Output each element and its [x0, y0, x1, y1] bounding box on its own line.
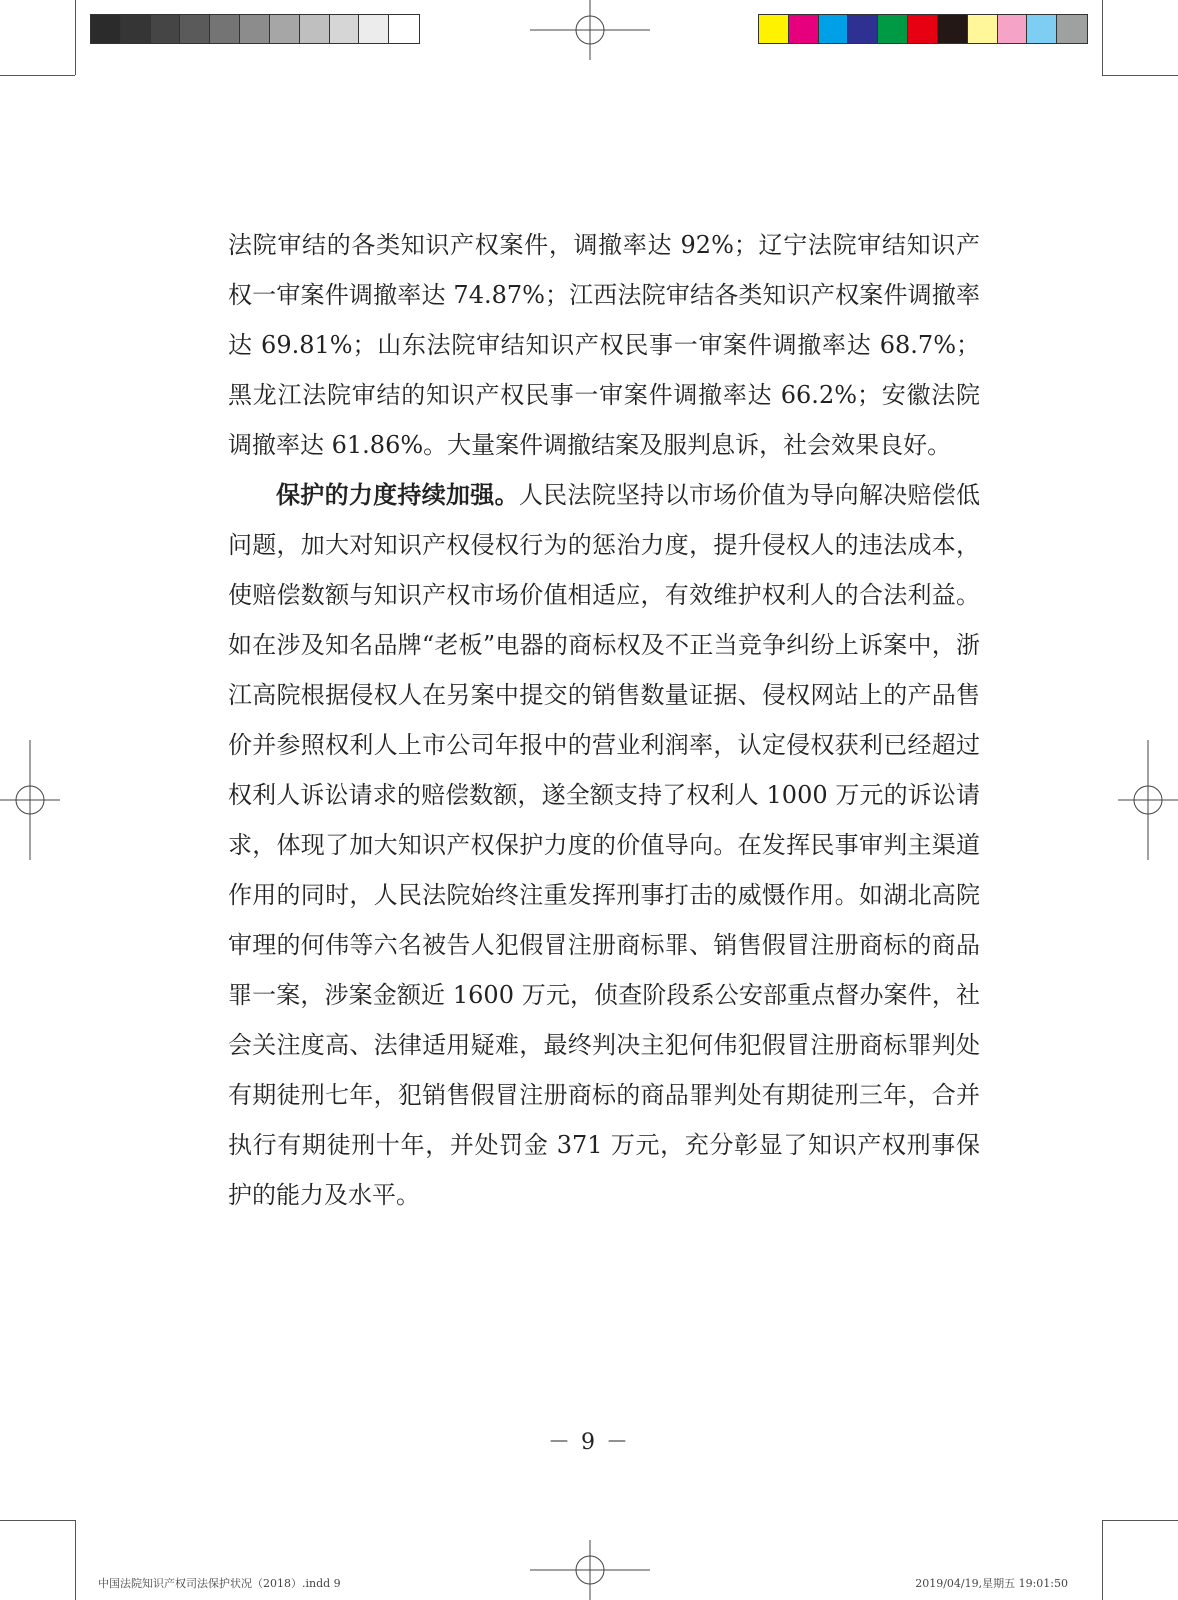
registration-mark-top: [530, 0, 650, 60]
color-swatch: [1027, 15, 1057, 43]
color-swatch: [121, 15, 151, 43]
paragraph-text: 人民法院坚持以市场价值为导向解决赔偿低问题，加大对知识产权侵权行为的惩治力度，提升侵权人的违法成本，使赔偿数额与知识产权市场价值相适应，有效维护权利人的合法利益。如在涉及知名品牌“老板”电器的商标权及不正当竞争纠纷上诉案中，浙江高院根据侵权人在另案中提交的销售数量证据、侵权网站上的产品售价并参照权利人上市公司年报中的营业利润率，认定侵权获利已经超过权利人诉讼请求的赔偿数额，遂全额支持了权利人 1000 万元的诉讼请求，体现了加大知识产权保护力度的价值导向。在发挥民事审判主渠道作用的同时，人民法院始终注重发挥刑事打击的威慑作用。如湖北高院审理的何伟等六名被告人犯假冒注册商标罪、销售假冒注册商标的商品罪一案，涉案金额近 1600 万元，侦查阶段系公安部重点督办案件，社会关注度高、法律适用疑难，最终判决主犯何伟犯假冒注册商标罪判处有期徒刑七年，犯销售假冒注册商标的商品罪判处有期徒刑三年，合并执行有期徒刑十年，并处罚金 371 万元，充分彰显了知识产权刑事保护的能力及水平。: [228, 481, 981, 1209]
registration-mark-left: [0, 740, 60, 860]
color-swatch: [330, 15, 360, 43]
color-swatch: [968, 15, 998, 43]
color-swatch: [878, 15, 908, 43]
crop-mark: [0, 1520, 75, 1521]
color-swatch: [359, 15, 389, 43]
grayscale-swatch-bar: [90, 14, 420, 44]
color-swatch: [759, 15, 789, 43]
color-swatch: [938, 15, 968, 43]
color-swatch: [389, 15, 419, 43]
crop-mark: [75, 1520, 76, 1600]
registration-mark-right: [1118, 740, 1178, 860]
color-swatch-bar: [758, 14, 1088, 44]
color-swatch: [998, 15, 1028, 43]
body-text: [228, 220, 980, 1220]
color-swatch: [210, 15, 240, 43]
paragraph-lead-heading: 保护的力度持续加强。: [276, 481, 519, 509]
page-number: － 9 －: [548, 1430, 630, 1455]
color-swatch: [908, 15, 938, 43]
color-swatch: [300, 15, 330, 43]
paragraph: 法院审结的各类知识产权案件，调撤率达 92%；辽宁法院审结知识产权一审案件调撤率达 74.87%；江西法院审结各类知识产权案件调撤率达 69.81%；山东法院审结知识产权民事一审案件调撤率达 68.7%；黑龙江法院审结的知识产权民事一审案件调撤率达 66.2%；安徽法院调撤率达 61.86%。大量案件调撤结案及服判息诉，社会效果良好。: [228, 231, 980, 459]
crop-mark: [0, 75, 75, 76]
crop-mark: [1102, 75, 1178, 76]
crop-mark: [75, 0, 76, 75]
crop-mark: [1102, 1520, 1103, 1600]
registration-mark-bottom: [530, 1540, 650, 1600]
slug-file-name: 中国法院知识产权司法保护状况（2018）.indd 9: [98, 1577, 341, 1590]
color-swatch: [848, 15, 878, 43]
color-swatch: [151, 15, 181, 43]
paragraph: [228, 470, 980, 1220]
color-swatch: [270, 15, 300, 43]
crop-mark: [1102, 0, 1103, 75]
color-swatch: [789, 15, 819, 43]
color-swatch: [180, 15, 210, 43]
color-swatch: [819, 15, 849, 43]
color-swatch: [1057, 15, 1087, 43]
color-swatch: [240, 15, 270, 43]
slug-timestamp: 2019/04/19,星期五 19:01:50: [915, 1577, 1068, 1590]
color-swatch: [91, 15, 121, 43]
crop-mark: [1102, 1520, 1178, 1521]
